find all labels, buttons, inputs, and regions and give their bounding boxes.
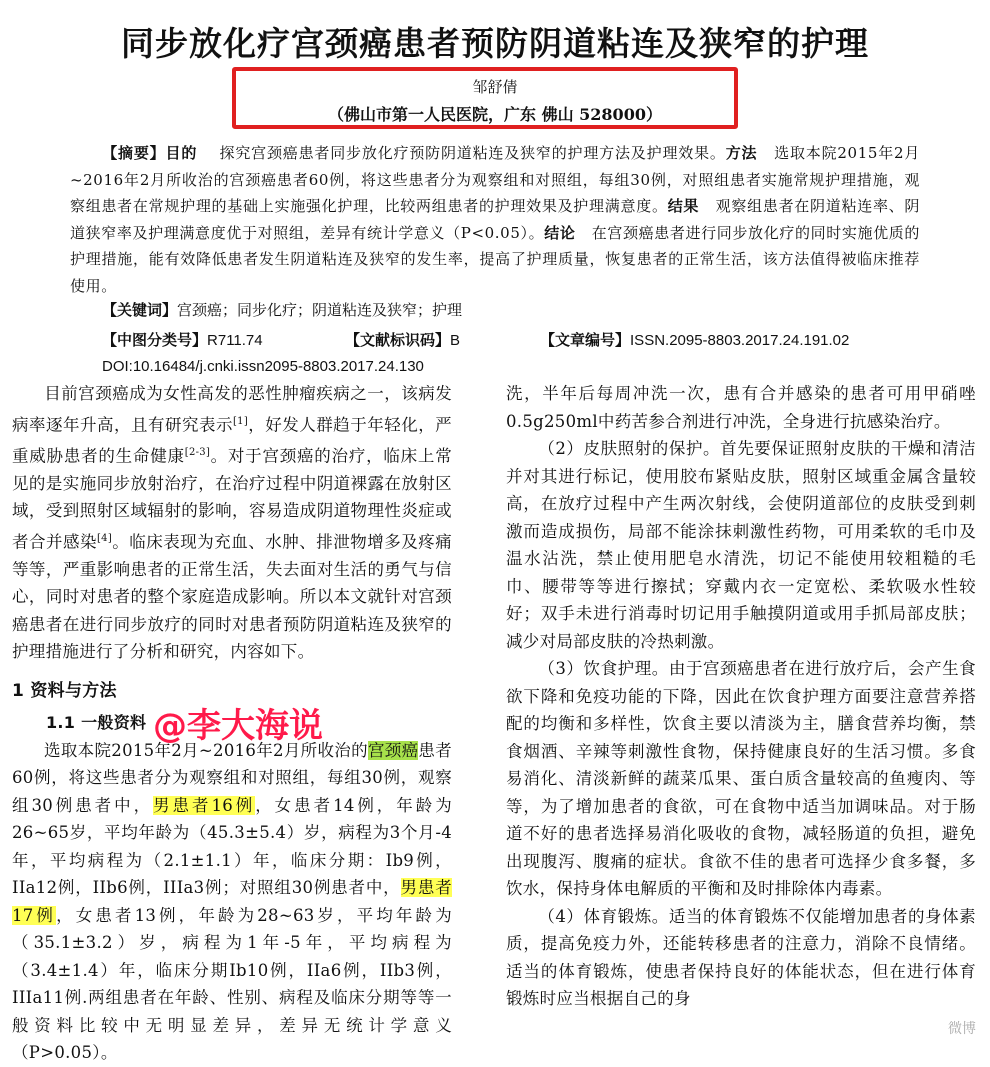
right-paragraph-3 [506,655,976,903]
keywords: 宫颈癌；同步化疗；阴道粘连及狭窄；护理 [177,301,463,319]
conclusion-text: 在宫颈癌患者进行同步放化疗的同时实施优质的护理措施，能有效降低患者发生阴道粘连及狭窄的发生率，提高了护理质量，恢复患者的正常生活，该方法值得被临床推荐使用。 [70,223,920,295]
right-paragraph-4 [506,903,976,1013]
method-label: 方法 [725,144,758,162]
right-paragraph-2 [506,435,976,655]
right-paragraph-0: 洗，半年后每周冲洗一次，患有合并感染的患者可用甲硝唑0.5g250ml中药苦参合剂进行冲洗，全身进行抗感染治疗。 [506,384,976,431]
clc-label: 【中图分类号】 [102,331,208,349]
citation-1: [1] [232,415,249,427]
paper-title: 同步放化疗宫颈癌患者预防阴道粘连及狭窄的护理 [121,24,869,63]
watermark-text: @李大海说 [153,706,323,746]
p1-text-d: ，女患者13例，年龄为28~63岁，平均年龄为（35.1±3.2）岁，病程为1年-5年，平均病程为（3.4±1.4）年，临床分期Ib10例，IIa6例，IIb3例，IIIa11例.两组患者在年龄、性别、病程及临床分期等等一般资料比较中无明显差异，差异无统计学意义（P>0.05）。 [12,905,452,1062]
section-heading: 1 资料与方法 [12,680,117,701]
p1-text-a: 选取本院2015年2月~2016年2月所收治的 [44,740,368,760]
intro-text-2: ，好发人群趋于年轻化，严重威胁患者的生命健康 [12,415,452,465]
affiliation: （佛山市第一人民医院，广东 佛山 528000） [328,105,662,124]
citation-2: [2-3] [184,446,211,458]
subsection-heading: 1.1 一般资料 [46,713,147,732]
citation-4: [4] [96,532,113,544]
clc-row [102,329,263,350]
right-column [506,380,976,1013]
intro-text-1: 目前宫颈癌成为女性高发的恶性肿瘤疾病之一，该病发病率逐年升高，且有研究表示 [12,384,452,434]
exercise-text: （4）体育锻炼。适当的体育锻炼不仅能增加患者的身体素质，提高免疫力外，还能转移患者的注意力，消除不良情绪。适当的体育锻炼，使患者保持良好的体能状态，但在进行体育锻炼时应当根据自己的身 [506,906,976,1008]
doc-code-row [345,329,460,350]
abstract-label: 【摘要】 [102,144,166,162]
article-no-row [540,329,849,350]
author: 邹舒倩 [472,78,518,96]
method-text: 选取本院2015年2月~2016年2月所收治的宫颈癌患者60例，将这些患者分为观察组和对照组，每组30例，对照组患者实施常规护理措施，观察组患者在常规护理的基础上实施强化护理，比较两组患者的护理效果及护理满意度。 [70,144,920,215]
p1-text-b: 患者60例，将这些患者分为观察组和对照组，每组30例，观察组30例患者中， [12,740,453,815]
general-data-paragraph [12,737,452,1067]
conclusion-label: 结论 [544,223,576,242]
diet-text: （3）饮食护理。由于宫颈癌患者在进行放疗后，会产生食欲下降和免疫功能的下降，因此在饮食护理方面要注意营养搭配的均衡和多样性，饮食主要以清淡为主，膳食营养均衡，禁食烟酒、辛辣等刺激性食物，保持健康良好的生活习惯。多食易消化、清淡新鲜的蔬菜瓜果、蛋白质含量较高的鱼瘦肉、等等，为了增加患者的食欲，可在食物中适当加调味品。对于肠道不好的患者选择易消化吸收的食物，减轻肠道的负担，避免出现腹泻、腹痛的症状。食欲不佳的患者可选择少食多餐，多饮水，保持身体电解质的平衡和及时排除体内毒素。 [506,659,976,898]
purpose-label: 目的 [165,144,198,162]
article-no-label: 【文章编号】 [540,331,631,349]
abstract [70,140,920,299]
corner-watermark: 微博 [944,1018,980,1038]
p1-text-c: ，女患者14例，年龄为26~65岁，平均年龄为（45.3±5.4）岁，病程为3个月-4年，平均病程为（2.1±1.1）年，临床分期：Ib9例，IIa12例，IIb6例，IIIa3例；对照组30例患者中， [12,795,452,897]
keywords-row [102,299,462,320]
doc-code-label: 【文献标识码】 [345,331,451,349]
result-label: 结果 [667,197,700,215]
result-text: 观察组患者在阴道粘连率、阴道狭窄率及护理满意度优于对照组，差异有统计学意义（P<0.05）。 [70,197,920,242]
purpose-text: 探究宫颈癌患者同步放化疗预防阴道粘连及狭窄的护理方法及护理效果。 [219,144,726,162]
highlight-yellow-2: 男患者17例 [12,878,452,925]
highlight-green: 宫颈癌 [367,740,419,760]
doc-code-value: B [450,332,461,349]
keywords-label: 【关键词】 [102,301,178,319]
intro-text-4: 。临床表现为充血、水肿、排泄物增多及疼痛等等，严重影响患者的正常生活，失去面对生活的勇气与信心，同时对患者的整个家庭造成影响。所以本文就针对宫颈癌患者在进行同步放疗的同时对患者预防阴道粘连及狭窄的护理措施进行了分析和研究，内容如下。 [12,532,452,661]
skin-protection-text: （2）皮肤照射的保护。首先要保证照射皮肤的干燥和清洁并对其进行标记，使用胶布紧贴皮肤，照射区域重金属含量较高，在放疗过程中产生两次射线，会使阴道部位的皮肤受到刺激而造成损伤，局部不能涂抹刺激性药物，可用柔软的毛巾及温水沾洗，禁止使用肥皂水清洗，切记不能使用较粗糙的毛巾、腰带等等进行擦拭；穿戴内衣一定宽松、柔软吸水性较好；双手未进行消毒时切记用手触摸阴道或用手抓局部皮肤；减少对局部皮肤的冷热刺激。 [506,439,976,651]
clc-value: R711.74 [207,332,263,349]
article-no-value: ISSN.2095-8803.2017.24.191.02 [630,332,850,349]
highlight-yellow-1: 男患者16例 [153,795,256,815]
intro-paragraph [12,380,452,666]
intro-text-3: 。对于宫颈癌的治疗，临床上常见的是实施同步放射治疗，在治疗过程中阴道裸露在放射区域，受到照射区域辐射的影响，容易造成阴道物理性炎症或者合并感染 [12,446,453,551]
doi: DOI:10.16484/j.cnki.issn2095-8803.2017.24.130 [102,358,424,375]
